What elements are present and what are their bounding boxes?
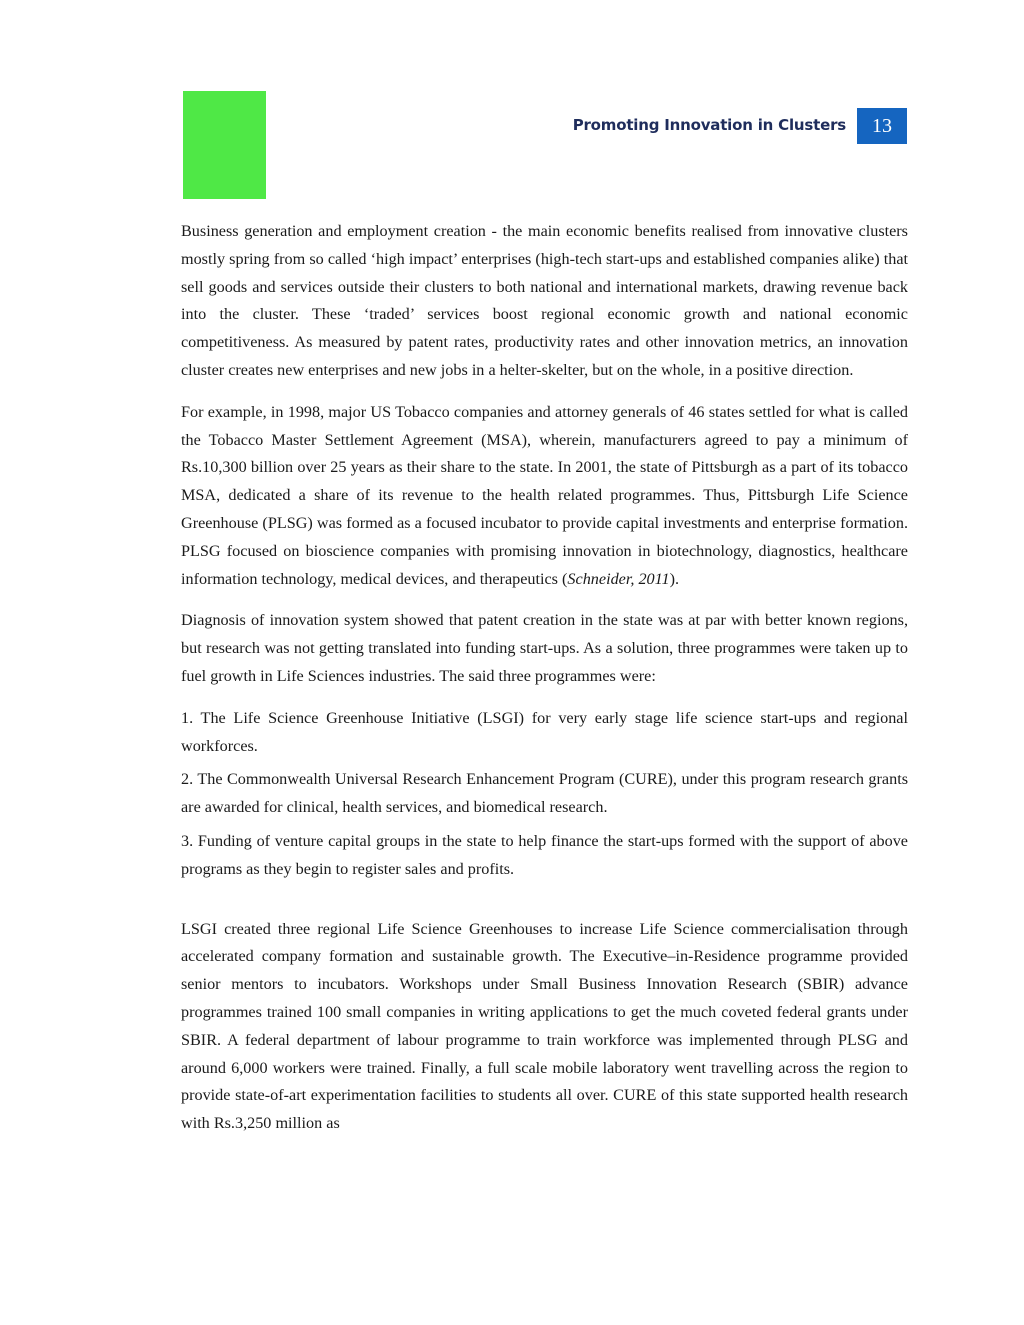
paragraph-3: Diagnosis of innovation system showed that patent creation in the state was at par with better known regions, but research was not getting translated into funding start-ups. As a solution, three programmes were taken up to fuel growth in Life Sciences industries. The said three programmes were: xyxy=(181,611,908,685)
decorative-green-block xyxy=(183,91,266,199)
paragraph-2 xyxy=(181,399,908,594)
list-item-3: 3. Funding of venture capital groups in the state to help finance the start-ups formed with the support of above programs as they begin to register sales and profits. xyxy=(181,831,908,878)
paragraph-2-text: For example, in 1998, major US Tobacco companies and attorney generals of 46 states settled for what is called the Tobacco Master Settlement Agreement (MSA), wherein, manufacturers agreed to pay a minimum of Rs.10,300 billion over 25 years as their share to the state. In 2001, the state of Pittsburgh as a part of its tobacco MSA, dedicated a share of its revenue to the health related programmes. Thus, Pittsburgh Life Science Greenhouse (PLSG) was formed as a focused incubator to provide capital investments and enterprise formation. PLSG focused on bioscience companies with promising innovation in biotechnology, diagnostics, healthcare information technology, medical devices, and therapeutics ( xyxy=(181,402,908,588)
paragraph-4: LSGI created three regional Life Science Greenhouses to increase Life Science commercialisation through accelerated company formation and sustainable growth. The Executive–in-Residence programme provided senior mentors to incubators. Workshops under Small Business Innovation Research (SBIR) advance programmes trained 100 small companies in writing applications to get the much coveted federal grants under SBIR. A federal department of labour programme to train workforce was implemented through PLSG and around 6,000 workers were trained. Finally, a full scale mobile laboratory went travelling across the region to provide state-of-art experimentation facilities to students all over. CURE of this state supported health research with Rs.3,250 million as xyxy=(181,919,908,1133)
citation: Schneider, 2011 xyxy=(567,569,670,588)
body-text xyxy=(181,218,908,1152)
paragraph-2-end: ). xyxy=(669,569,680,588)
running-header-title: Promoting Innovation in Clusters xyxy=(572,116,846,134)
list-item-2: 2. The Commonwealth Universal Research Enhancement Program (CURE), under this program research grants are awarded for clinical, health services, and biomedical research. xyxy=(181,770,908,817)
paragraph-1: Business generation and employment creation - the main economic benefits realised from innovative clusters mostly spring from so called ‘high impact’ enterprises (high-tech start-ups and established companies alike) that sell goods and services outside their clusters to both national and international markets, drawing revenue back into the cluster. These ‘traded’ services boost regional economic growth and national economic competitiveness. As measured by patent rates, productivity rates and other innovation metrics, an innovation cluster creates new enterprises and new jobs in a helter-skelter, but on the whole, in a positive direction. xyxy=(181,222,908,379)
page-number-badge: 13 xyxy=(857,108,907,144)
list-item-1: 1. The Life Science Greenhouse Initiative (LSGI) for very early stage life science start-ups and regional workforces. xyxy=(181,708,908,755)
